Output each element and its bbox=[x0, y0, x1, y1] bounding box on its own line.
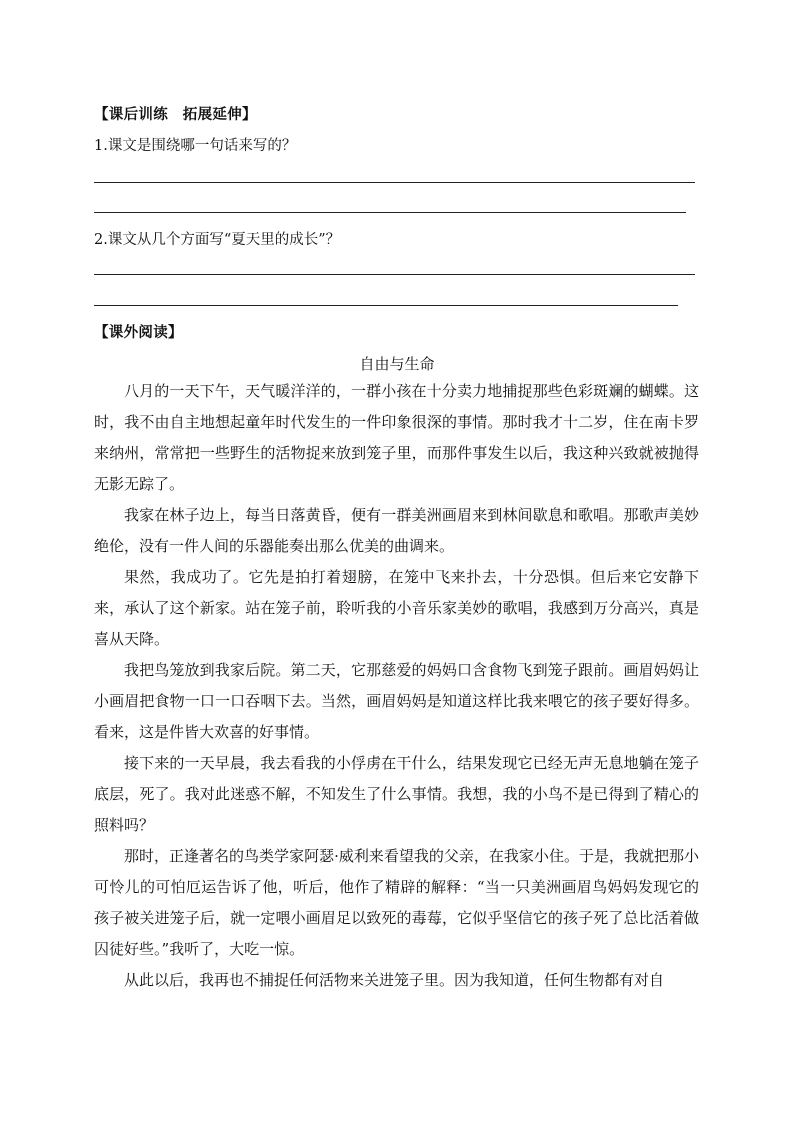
paragraph: 从此以后，我再也不捕捉任何活物来关进笼子里。因为我知道，任何生物都有对自 bbox=[124, 971, 665, 989]
reading-heading: 【课外阅读】 bbox=[94, 324, 183, 341]
answer-line bbox=[94, 212, 686, 213]
answer-line bbox=[94, 305, 678, 306]
question-1: 1.课文是围绕哪一句话来写的？ bbox=[94, 138, 297, 154]
paragraph: 我把鸟笼放到我家后院。第二天，它那慈爱的妈妈口含食物飞到笼子跟前。画眉妈妈让小画眉把食物一口一口吞咽下去。当然，画眉妈妈是知道这样比我来喂它的孩子要好得多。看来，这是件皆大欢喜的好事情。 bbox=[94, 661, 699, 741]
paragraph: 八月的一天下午，天气暖洋洋的，一群小孩在十分卖力地捕捉那些色彩斑斓的蝴蝶。这时，我不由自主地想起童年时代发生的一件印象很深的事情。那时我才十二岁，住在南卡罗来纳州，常常把一些野生的活物捉来放到笼子里，而那件事发生以后，我这种兴致就被抛得无影无踪了。 bbox=[94, 382, 699, 493]
training-heading: 【课后训练 拓展延伸】 bbox=[94, 106, 257, 123]
question-2: 2.课文从几个方面写“夏天里的成长”？ bbox=[94, 232, 341, 248]
paragraph: 果然，我成功了。它先是拍打着翅膀，在笼中飞来扑去，十分恐惧。但后来它安静下来，承认了这个新家。站在笼子前，聆听我的小音乐家美妙的歌唱，我感到万分高兴，真是喜从天降。 bbox=[94, 568, 699, 648]
article-title: 自由与生命 bbox=[359, 355, 435, 373]
paragraph: 接下来的一天早晨，我去看我的小俘虏在干什么，结果发现它已经无声无息地躺在笼子底层，死了。我对此迷惑不解，不知发生了什么事情。我想，我的小鸟不是已得到了精心的照料吗？ bbox=[94, 754, 699, 834]
paragraph: 那时，正逢著名的鸟类学家阿瑟·威利来看望我的父亲，在我家小住。于是，我就把那小可怜儿的可怕厄运告诉了他，听后，他作了精辟的解释：“当一只美洲画眉鸟妈妈发现它的孩子被关进笼子后，就一定喂小画眉足以致死的毒莓，它似乎坚信它的孩子死了总比活着做囚徒好些。”我听了，大吃一惊。 bbox=[94, 847, 699, 958]
answer-line bbox=[94, 274, 695, 275]
answer-line bbox=[94, 182, 695, 183]
paragraph: 我家在林子边上，每当日落黄昏，便有一群美洲画眉来到林间歇息和歌唱。那歌声美妙绝伦，没有一件人间的乐器能奏出那么优美的曲调来。 bbox=[94, 506, 699, 555]
